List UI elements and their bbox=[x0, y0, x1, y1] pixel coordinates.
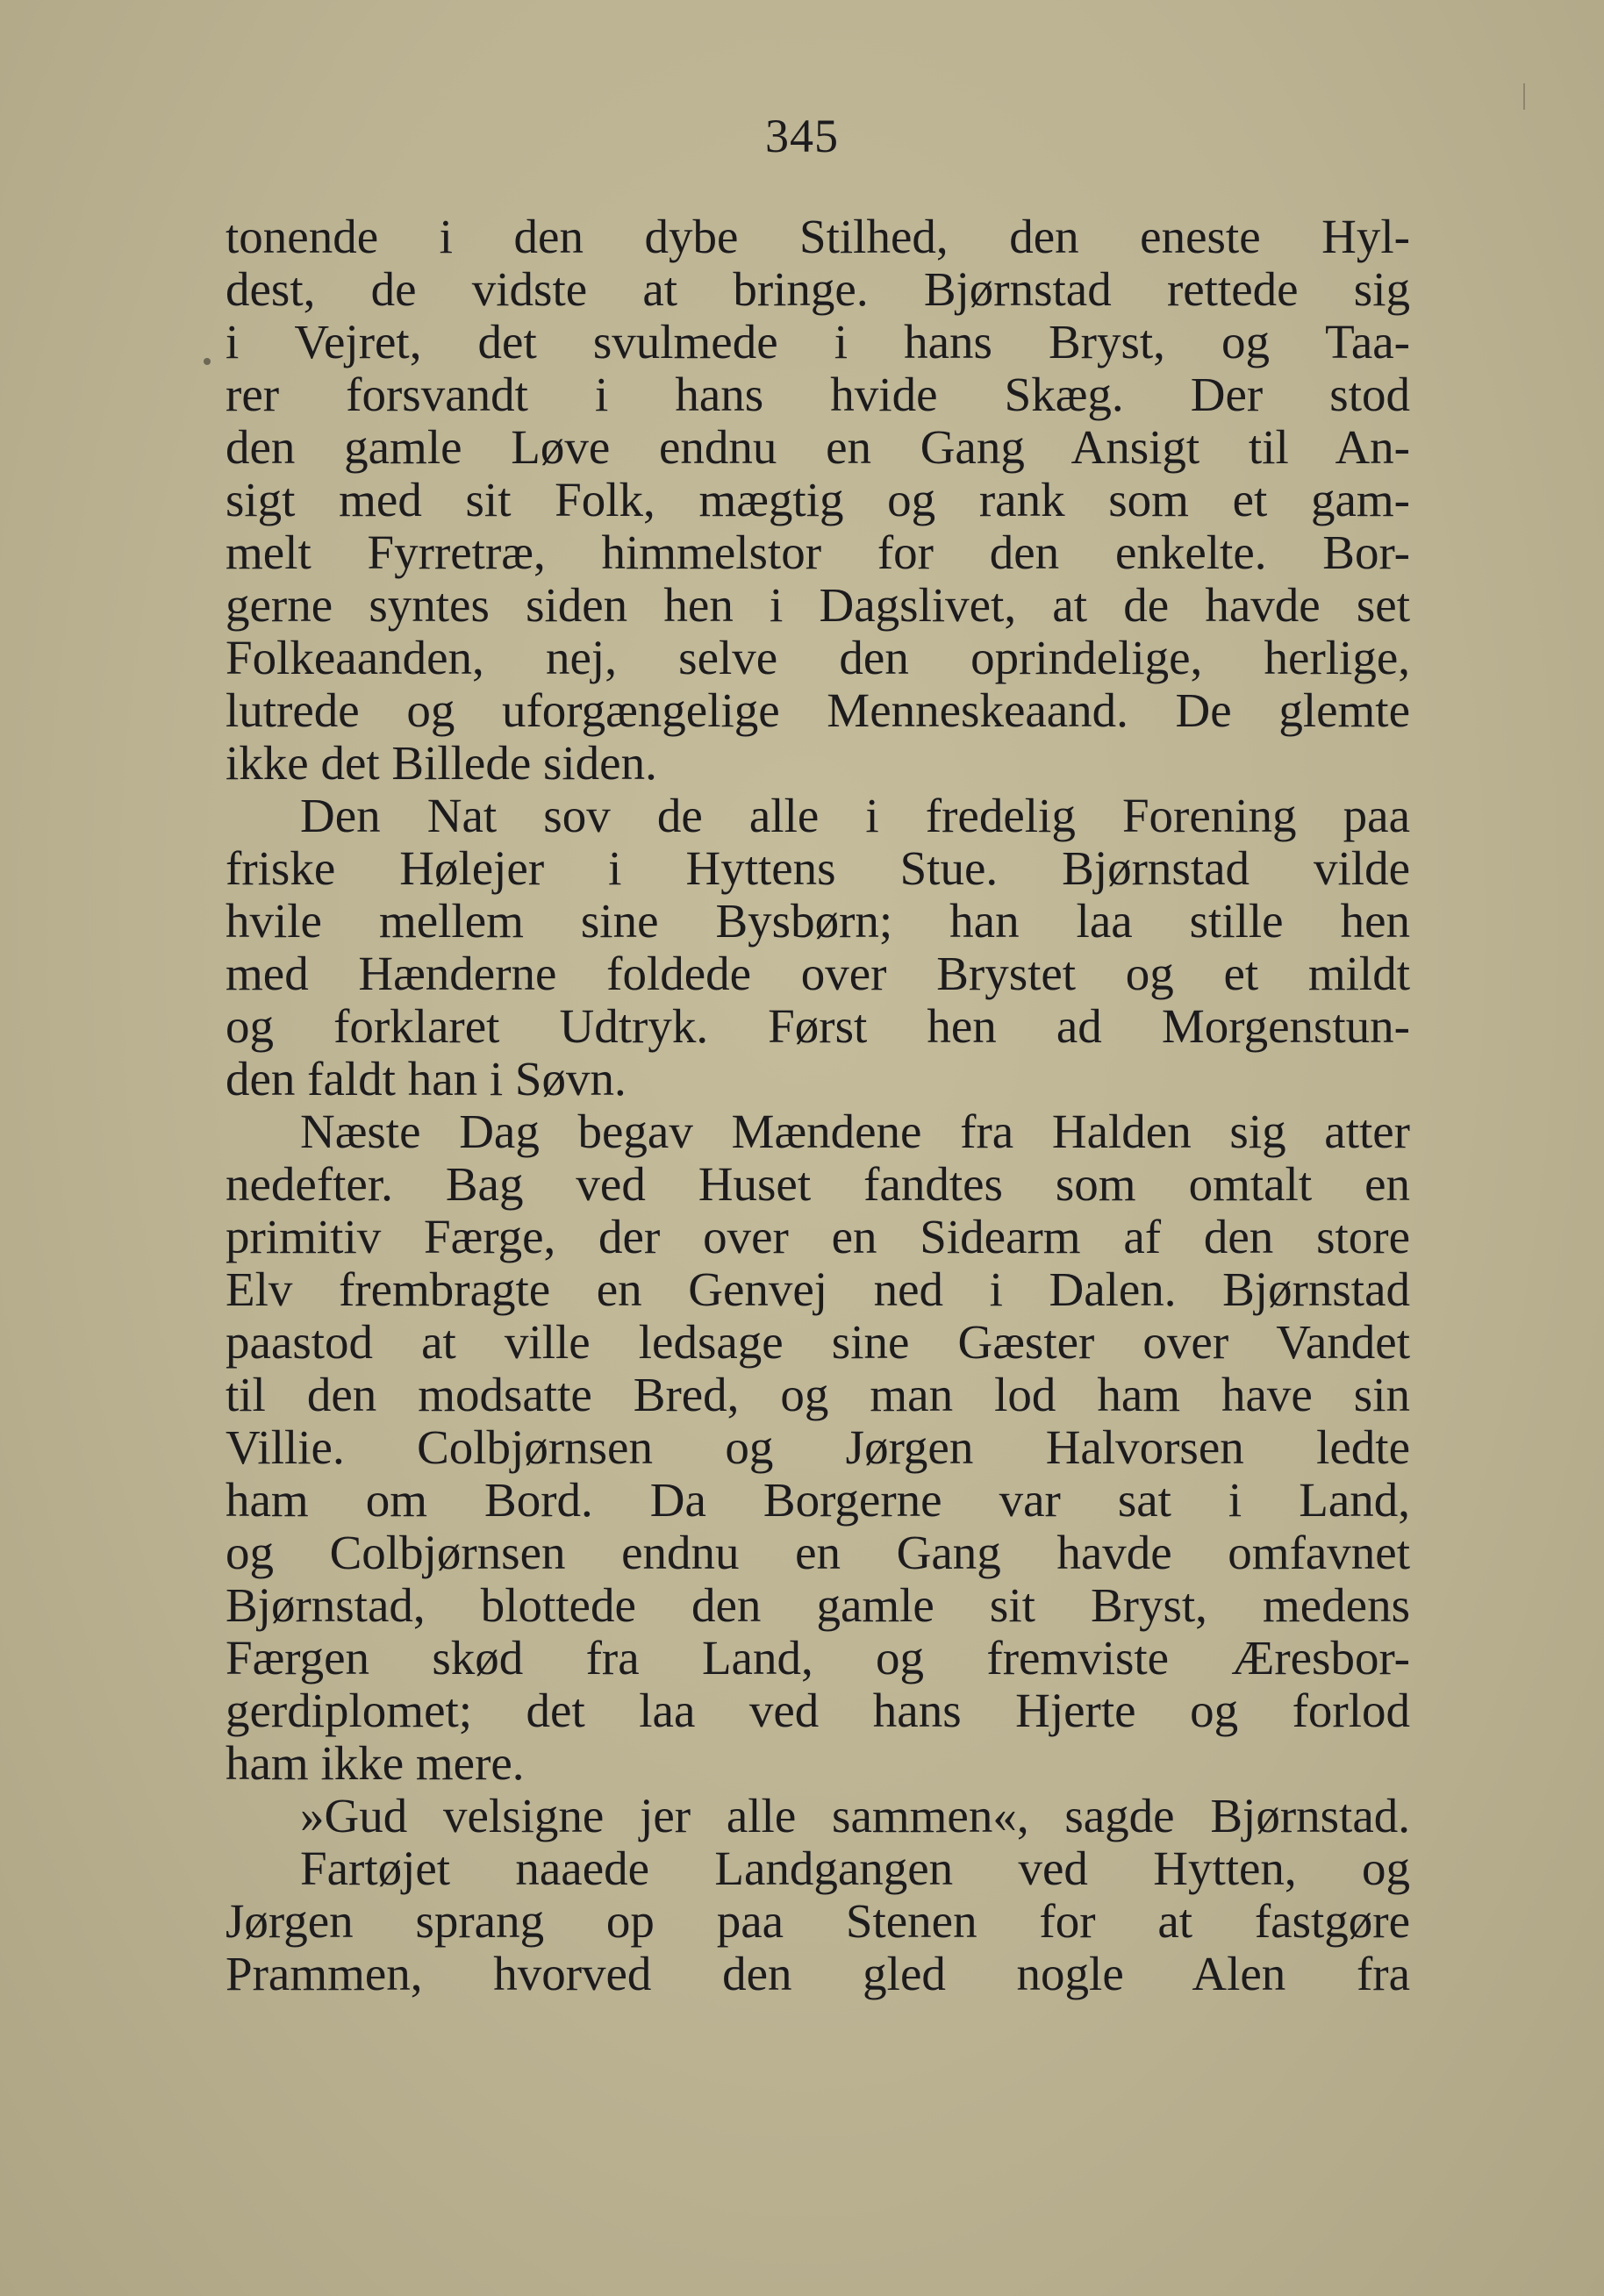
text-line: gerne syntes siden hen i Dagslivet, at de havde set bbox=[226, 578, 1410, 632]
text-line: Fartøjet naaede Landgangen ved Hytten, og bbox=[300, 1842, 1410, 1895]
text-line: til den modsatte Bred, og man lod ham have sin bbox=[226, 1368, 1410, 1421]
text-line: hvile mellem sine Bysbørn; han laa stille hen bbox=[226, 894, 1410, 948]
text-line: den gamle Løve endnu en Gang Ansigt til An- bbox=[226, 420, 1410, 474]
text-line: rer forsvandt i hans hvide Skæg. Der stod bbox=[226, 368, 1410, 421]
text-line: den faldt han i Søvn. bbox=[226, 1052, 627, 1105]
text-line: gerdiplomet; det laa ved hans Hjerte og forlod bbox=[226, 1684, 1410, 1737]
text-line: i Vejret, det svulmede i hans Bryst, og Taa- bbox=[226, 315, 1410, 368]
text-line: og forklaret Udtryk. Først hen ad Morgenstun- bbox=[226, 999, 1410, 1053]
text-line: Næste Dag begav Mændene fra Halden sig atter bbox=[300, 1105, 1410, 1158]
text-line: Prammen, hvorved den gled nogle Alen fra bbox=[226, 1947, 1410, 2000]
text-line: Jørgen sprang op paa Stenen for at fastgøre bbox=[226, 1894, 1410, 1948]
text-line: dest, de vidste at bringe. Bjørnstad rettede sig bbox=[226, 262, 1410, 316]
text-line: Villie. Colbjørnsen og Jørgen Halvorsen ledte bbox=[226, 1420, 1410, 1474]
text-line: ham om Bord. Da Borgerne var sat i Land, bbox=[226, 1473, 1410, 1527]
text-line: Folkeaanden, nej, selve den oprindelige, herlige, bbox=[226, 631, 1410, 684]
text-line: Den Nat sov de alle i fredelig Forening paa bbox=[300, 789, 1410, 842]
margin-speck bbox=[204, 358, 211, 365]
body-text bbox=[226, 211, 1410, 2000]
page-number: 345 bbox=[765, 110, 839, 162]
text-line: »Gud velsigne jer alle sammen«, sagde Bjørnstad. bbox=[300, 1789, 1410, 1842]
text-line: melt Fyrretræ, himmelstor for den enkelte. Bor- bbox=[226, 526, 1410, 579]
text-line: sigt med sit Folk, mægtig og rank som et gam- bbox=[226, 473, 1410, 526]
text-line: ham ikke mere. bbox=[226, 1736, 525, 1790]
text-line: primitiv Færge, der over en Sidearm af den store bbox=[226, 1210, 1410, 1263]
edge-mark bbox=[1523, 83, 1525, 110]
text-line: tonende i den dybe Stilhed, den eneste Hyl- bbox=[226, 210, 1410, 263]
text-line: og Colbjørnsen endnu en Gang havde omfavnet bbox=[226, 1526, 1410, 1579]
text-line: med Hænderne foldede over Brystet og et mildt bbox=[226, 947, 1410, 1000]
text-line: nedefter. Bag ved Huset fandtes som omtalt en bbox=[226, 1157, 1410, 1211]
text-line: Elv frembragte en Genvej ned i Dalen. Bjørnstad bbox=[226, 1262, 1410, 1316]
text-line: paastod at ville ledsage sine Gæster over Vandet bbox=[226, 1315, 1410, 1369]
text-line: friske Hølejer i Hyttens Stue. Bjørnstad vilde bbox=[226, 841, 1410, 895]
text-line: Bjørnstad, blottede den gamle sit Bryst, medens bbox=[226, 1578, 1410, 1632]
text-line: Færgen skød fra Land, og fremviste Æresbor- bbox=[226, 1631, 1410, 1684]
text-line: lutrede og uforgængelige Menneskeaand. De glemte bbox=[226, 683, 1410, 737]
text-line: ikke det Billede siden. bbox=[226, 736, 657, 790]
